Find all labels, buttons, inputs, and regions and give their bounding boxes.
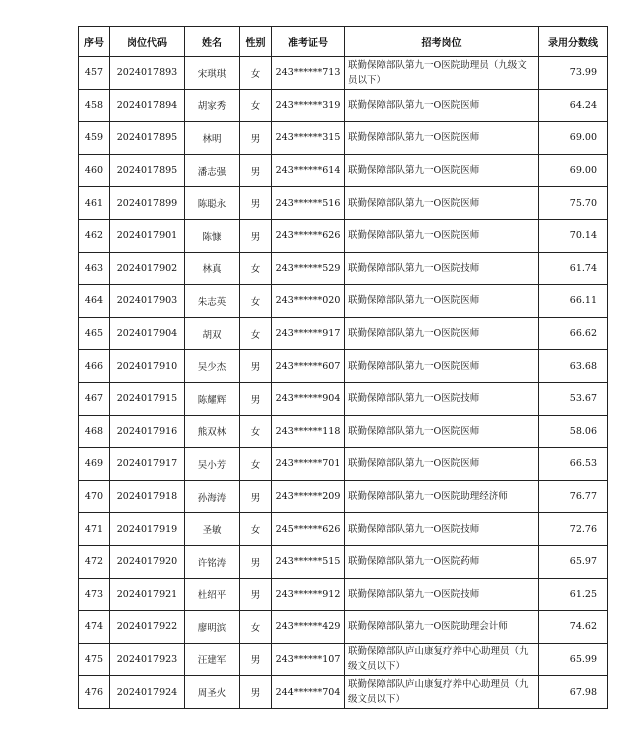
- cell-name: 圣敏: [185, 513, 240, 546]
- cell-name: 朱志英: [185, 285, 240, 318]
- cell-no: 466: [79, 350, 110, 383]
- cell-position: 联勤保障部队第九一O医院医师: [345, 448, 539, 481]
- cell-gender: 女: [240, 252, 272, 285]
- header-row: [79, 27, 608, 57]
- cell-exam-id: 243******209: [272, 480, 345, 513]
- cell-exam-id: 243******904: [272, 382, 345, 415]
- table-row: [79, 676, 608, 709]
- table-row: [79, 578, 608, 611]
- cell-exam-id: 243******515: [272, 545, 345, 578]
- cell-gender: 男: [240, 187, 272, 220]
- cell-no: 463: [79, 252, 110, 285]
- cell-exam-id: 243******626: [272, 219, 345, 252]
- cell-score: 76.77: [539, 480, 608, 513]
- cell-code: 2024017910: [110, 350, 185, 383]
- cell-score: 63.68: [539, 350, 608, 383]
- cell-score: 75.70: [539, 187, 608, 220]
- cell-name: 许铭涛: [185, 545, 240, 578]
- table-row: [79, 252, 608, 285]
- cell-no: 457: [79, 57, 110, 90]
- cell-score: 61.25: [539, 578, 608, 611]
- cell-exam-id: 243******020: [272, 285, 345, 318]
- header-name: 姓名: [185, 27, 240, 57]
- table-row: [79, 382, 608, 415]
- cell-no: 467: [79, 382, 110, 415]
- cell-no: 464: [79, 285, 110, 318]
- table-row: [79, 415, 608, 448]
- header-gender: 性别: [240, 27, 272, 57]
- cell-gender: 男: [240, 676, 272, 709]
- cell-name: 潘志强: [185, 154, 240, 187]
- cell-gender: 女: [240, 285, 272, 318]
- cell-no: 474: [79, 611, 110, 644]
- cell-position: 联勤保障部队第九一O医院医师: [345, 219, 539, 252]
- cell-name: 宋琪琪: [185, 57, 240, 90]
- cell-gender: 男: [240, 154, 272, 187]
- cell-score: 61.74: [539, 252, 608, 285]
- cell-code: 2024017923: [110, 643, 185, 676]
- table-row: [79, 611, 608, 644]
- table-row: [79, 448, 608, 481]
- cell-no: 476: [79, 676, 110, 709]
- cell-exam-id: 243******713: [272, 57, 345, 90]
- cell-no: 460: [79, 154, 110, 187]
- cell-position: 联勤保障部队第九一O医院医师: [345, 154, 539, 187]
- cell-exam-id: 243******315: [272, 122, 345, 155]
- cell-position: 联勤保障部队第九一O医院技师: [345, 382, 539, 415]
- cell-gender: 男: [240, 350, 272, 383]
- cell-position: 联勤保障部队第九一O医院医师: [345, 122, 539, 155]
- header-score: 录用分数线: [539, 27, 608, 57]
- cell-name: 陈耀辉: [185, 382, 240, 415]
- table-row: [79, 187, 608, 220]
- cell-position: 联勤保障部队第九一O医院助理经济师: [345, 480, 539, 513]
- cell-score: 74.62: [539, 611, 608, 644]
- cell-code: 2024017922: [110, 611, 185, 644]
- cell-code: 2024017919: [110, 513, 185, 546]
- cell-no: 471: [79, 513, 110, 546]
- cell-score: 66.53: [539, 448, 608, 481]
- cell-score: 66.11: [539, 285, 608, 318]
- cell-gender: 男: [240, 643, 272, 676]
- table-row: [79, 513, 608, 546]
- cell-gender: 女: [240, 611, 272, 644]
- cell-position: 联勤保障部队第九一O医院助理会计师: [345, 611, 539, 644]
- cell-code: 2024017902: [110, 252, 185, 285]
- cell-position: 联勤保障部队第九一O医院医师: [345, 89, 539, 122]
- cell-code: 2024017894: [110, 89, 185, 122]
- table-row: [79, 317, 608, 350]
- cell-exam-id: 243******107: [272, 643, 345, 676]
- cell-name: 熊双林: [185, 415, 240, 448]
- cell-position: 联勤保障部队第九一O医院技师: [345, 513, 539, 546]
- cell-score: 66.62: [539, 317, 608, 350]
- cell-name: 周圣火: [185, 676, 240, 709]
- table-row: [79, 154, 608, 187]
- cell-code: 2024017924: [110, 676, 185, 709]
- cell-exam-id: 243******917: [272, 317, 345, 350]
- cell-score: 73.99: [539, 57, 608, 90]
- cell-position: 联勤保障部队庐山康复疗养中心助理员（九级文员以下）: [345, 643, 539, 676]
- cell-gender: 女: [240, 89, 272, 122]
- cell-gender: 女: [240, 57, 272, 90]
- cell-code: 2024017895: [110, 122, 185, 155]
- table-row: [79, 643, 608, 676]
- cell-code: 2024017915: [110, 382, 185, 415]
- cell-score: 58.06: [539, 415, 608, 448]
- cell-no: 462: [79, 219, 110, 252]
- cell-no: 468: [79, 415, 110, 448]
- table-row: [79, 480, 608, 513]
- cell-exam-id: 243******614: [272, 154, 345, 187]
- cell-position: 联勤保障部队第九一O医院药师: [345, 545, 539, 578]
- cell-no: 473: [79, 578, 110, 611]
- cell-exam-id: 243******319: [272, 89, 345, 122]
- cell-gender: 女: [240, 415, 272, 448]
- cell-name: 陈慷: [185, 219, 240, 252]
- header-code: 岗位代码: [110, 27, 185, 57]
- cell-no: 475: [79, 643, 110, 676]
- cell-code: 2024017895: [110, 154, 185, 187]
- cell-position: 联勤保障部队第九一O医院技师: [345, 578, 539, 611]
- table-row: [79, 57, 608, 90]
- cell-position: 联勤保障部队第九一O医院技师: [345, 252, 539, 285]
- cell-name: 林真: [185, 252, 240, 285]
- cell-exam-id: 243******429: [272, 611, 345, 644]
- cell-gender: 女: [240, 317, 272, 350]
- cell-score: 53.67: [539, 382, 608, 415]
- cell-exam-id: 243******118: [272, 415, 345, 448]
- cell-score: 69.00: [539, 154, 608, 187]
- cell-exam-id: 243******529: [272, 252, 345, 285]
- cell-score: 65.97: [539, 545, 608, 578]
- table-row: [79, 89, 608, 122]
- cell-position: 联勤保障部队第九一O医院医师: [345, 285, 539, 318]
- cell-exam-id: 245******626: [272, 513, 345, 546]
- cell-exam-id: 243******912: [272, 578, 345, 611]
- table-row: [79, 122, 608, 155]
- cell-code: 2024017899: [110, 187, 185, 220]
- table-row: [79, 285, 608, 318]
- cell-no: 472: [79, 545, 110, 578]
- table-body: [79, 57, 608, 709]
- cell-name: 杜绍平: [185, 578, 240, 611]
- header-no: 序号: [79, 27, 110, 57]
- cell-name: 吴小芳: [185, 448, 240, 481]
- cell-score: 67.98: [539, 676, 608, 709]
- cell-no: 469: [79, 448, 110, 481]
- cell-code: 2024017916: [110, 415, 185, 448]
- cell-code: 2024017901: [110, 219, 185, 252]
- cell-code: 2024017904: [110, 317, 185, 350]
- cell-code: 2024017893: [110, 57, 185, 90]
- cell-score: 70.14: [539, 219, 608, 252]
- cell-gender: 男: [240, 219, 272, 252]
- cell-position: 联勤保障部队第九一O医院助理员（九级文员以下）: [345, 57, 539, 90]
- cell-name: 胡家秀: [185, 89, 240, 122]
- cell-name: 陈聪永: [185, 187, 240, 220]
- cell-exam-id: 244******704: [272, 676, 345, 709]
- cell-code: 2024017918: [110, 480, 185, 513]
- table-row: [79, 545, 608, 578]
- cell-no: 459: [79, 122, 110, 155]
- cell-position: 联勤保障部队第九一O医院医师: [345, 187, 539, 220]
- cell-position: 联勤保障部队第九一O医院医师: [345, 415, 539, 448]
- table-row: [79, 219, 608, 252]
- cell-code: 2024017920: [110, 545, 185, 578]
- cell-gender: 男: [240, 578, 272, 611]
- table-row: [79, 350, 608, 383]
- cell-code: 2024017903: [110, 285, 185, 318]
- cell-no: 465: [79, 317, 110, 350]
- cell-code: 2024017921: [110, 578, 185, 611]
- cell-name: 廖明滨: [185, 611, 240, 644]
- cell-name: 汪建军: [185, 643, 240, 676]
- cell-score: 69.00: [539, 122, 608, 155]
- cell-name: 胡双: [185, 317, 240, 350]
- cell-position: 联勤保障部队第九一O医院医师: [345, 350, 539, 383]
- cell-exam-id: 243******701: [272, 448, 345, 481]
- cell-name: 孙海涛: [185, 480, 240, 513]
- cell-position: 联勤保障部队第九一O医院医师: [345, 317, 539, 350]
- cell-position: 联勤保障部队庐山康复疗养中心助理员（九级文员以下）: [345, 676, 539, 709]
- cell-no: 461: [79, 187, 110, 220]
- cell-name: 林明: [185, 122, 240, 155]
- cell-score: 65.99: [539, 643, 608, 676]
- cell-exam-id: 243******607: [272, 350, 345, 383]
- cell-gender: 男: [240, 545, 272, 578]
- cell-exam-id: 243******516: [272, 187, 345, 220]
- cell-score: 72.76: [539, 513, 608, 546]
- cell-gender: 女: [240, 448, 272, 481]
- cell-code: 2024017917: [110, 448, 185, 481]
- results-table: [78, 26, 608, 709]
- cell-gender: 男: [240, 122, 272, 155]
- cell-no: 458: [79, 89, 110, 122]
- cell-score: 64.24: [539, 89, 608, 122]
- header-position: 招考岗位: [345, 27, 539, 57]
- cell-gender: 男: [240, 382, 272, 415]
- cell-gender: 男: [240, 480, 272, 513]
- header-exam-id: 准考证号: [272, 27, 345, 57]
- cell-no: 470: [79, 480, 110, 513]
- cell-name: 吴少杰: [185, 350, 240, 383]
- cell-gender: 女: [240, 513, 272, 546]
